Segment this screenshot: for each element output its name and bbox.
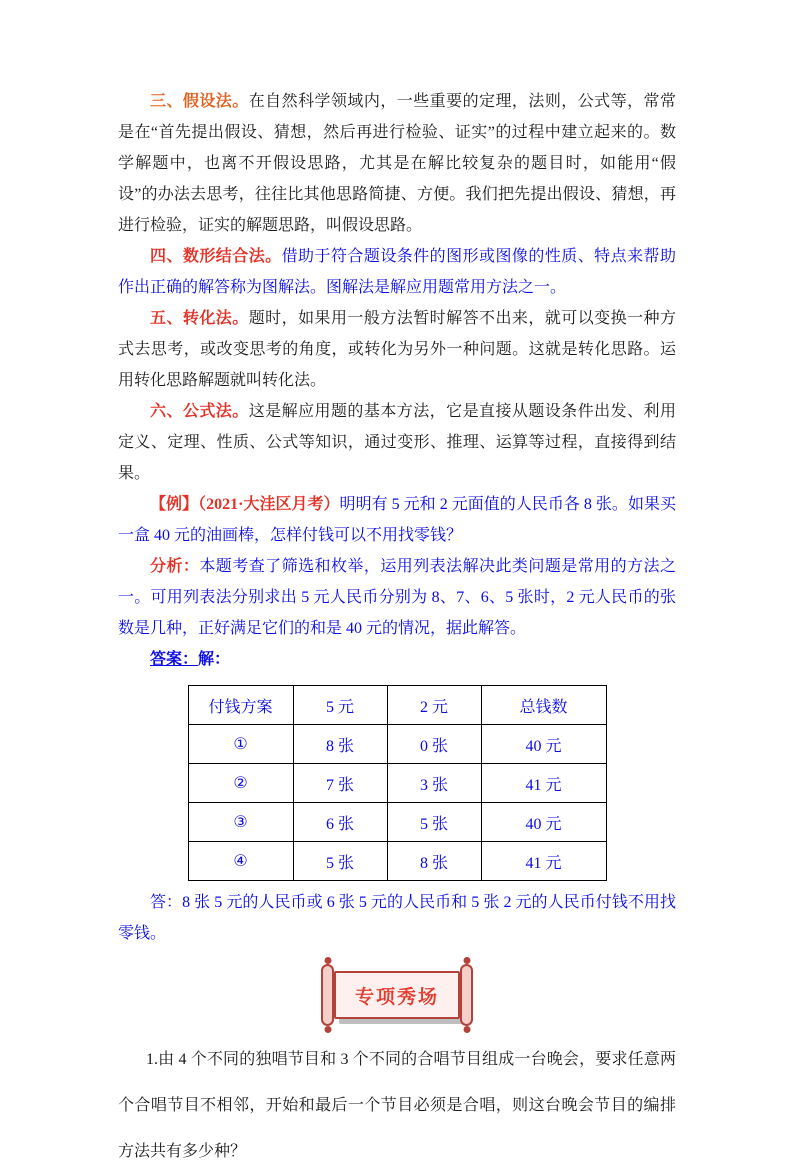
conclusion-paragraph: [118, 887, 676, 949]
payment-table-cell: ③: [188, 803, 293, 842]
payment-options-table: [188, 685, 607, 881]
payment-table-cell: 3 张: [387, 764, 481, 803]
method-paragraph-transformation: [118, 303, 676, 396]
answer-label: 答案：: [150, 651, 199, 668]
analysis-label: 分析：: [150, 558, 200, 575]
exercise-paragraph: [118, 1037, 676, 1175]
scroll-knob-icon: [324, 957, 331, 964]
banner-title: 专项秀场: [354, 986, 439, 1008]
payment-table-cell: 5 张: [293, 842, 387, 881]
payment-table-cell: ①: [188, 725, 293, 764]
exercise-text: 1.由 4 个不同的独唱节目和 3 个不同的合唱节目组成一台晚会，要求任意两个合唱节目不相邻，开始和最后一个节目必须是合唱，则这台晚会节目的编排方法共有多少种？: [118, 1051, 676, 1160]
payment-table-header-two-yuan: 2 元: [387, 686, 481, 725]
method-heading-formula: 六、公式法。: [150, 403, 249, 420]
payment-table-cell: 5 张: [387, 803, 481, 842]
payment-table-row-4: [188, 842, 606, 881]
scroll-roller-left-icon: [321, 964, 334, 1026]
method-heading-transformation: 五、转化法。: [150, 310, 249, 327]
scroll-roller-right-icon: [460, 964, 473, 1026]
payment-table-cell: 40 元: [481, 725, 606, 764]
method-heading-number-shape: 四、数形结合法。: [150, 248, 282, 265]
payment-table-cell: 7 张: [293, 764, 387, 803]
scroll-banner: [321, 967, 473, 1023]
example-paragraph: [118, 489, 676, 551]
payment-table-cell: ②: [188, 764, 293, 803]
conclusion-text: 答：8 张 5 元的人民币或 6 张 5 元的人民币和 5 张 2 元的人民币付钱不用找零钱。: [118, 894, 676, 942]
method-heading-hypothesis: 三、假设法。: [150, 93, 249, 110]
payment-table-header-total: 总钱数: [481, 686, 606, 725]
payment-table-row-2: [188, 764, 606, 803]
payment-table-cell: 8 张: [387, 842, 481, 881]
analysis-paragraph: [118, 551, 676, 644]
payment-table-cell: 8 张: [293, 725, 387, 764]
payment-table-cell: 0 张: [387, 725, 481, 764]
scroll-face: [334, 971, 460, 1019]
scroll-knob-icon: [463, 957, 470, 964]
method-paragraph-number-shape: [118, 241, 676, 303]
method-body-formula: 这是解应用题的基本方法，它是直接从题设条件出发、利用定义、定理、性质、公式等知识，通过变形、推理、运算等过程，直接得到结果。: [118, 403, 676, 482]
example-label: 【例】（2021·大洼区月考）: [150, 496, 340, 513]
payment-table-cell: 6 张: [293, 803, 387, 842]
payment-table-header-plan: 付钱方案: [188, 686, 293, 725]
payment-table-cell: ④: [188, 842, 293, 881]
answer-line: [118, 644, 676, 675]
analysis-text: 本题考查了筛选和枚举，运用列表法解决此类问题是常用的方法之一。可用列表法分别求出 5 元人民币分别为 8、7、6、5 张时，2 元人民币的张数是几种，正好满足它们的和是 40 元的情况，据此解答。: [118, 558, 676, 637]
payment-table-cell: 41 元: [481, 764, 606, 803]
example-text: 明明有 5 元和 2 元面值的人民币各 8 张。如果买一盒 40 元的油画棒，怎样付钱可以不用找零钱？: [118, 496, 676, 544]
banner-section: [118, 967, 676, 1023]
scroll-knob-icon: [324, 1026, 331, 1033]
payment-table-row-3: [188, 803, 606, 842]
payment-table-cell: 40 元: [481, 803, 606, 842]
payment-table-header-row: [188, 686, 606, 725]
method-paragraph-formula: [118, 396, 676, 489]
payment-table-row-1: [188, 725, 606, 764]
method-body-hypothesis: 在自然科学领域内，一些重要的定理，法则，公式等，常常是在“首先提出假设、猜想，然后再进行检验、证实”的过程中建立起来的。数学解题中，也离不开假设思路，尤其是在解比较复杂的题目时，如能用“假设”的办法去思考，往往比其他思路简捷、方便。我们把先提出假设、猜想，再进行检验，证实的解题思路，叫假设思路。: [118, 93, 676, 234]
scroll-knob-icon: [463, 1026, 470, 1033]
payment-table-cell: 41 元: [481, 842, 606, 881]
method-body-transformation: 题时，如果用一般方法暂时解答不出来，就可以变换一种方式去思考，或改变思考的角度，或转化为另外一种问题。这就是转化思路。运用转化思路解题就叫转化法。: [118, 310, 676, 389]
solution-label: 解：: [198, 651, 231, 668]
method-paragraph-hypothesis: [118, 86, 676, 241]
payment-table-header-five-yuan: 5 元: [293, 686, 387, 725]
method-body-number-shape: 借助于符合题设条件的图形或图像的性质、特点来帮助作出正确的解答称为图解法。图解法是解应用题常用方法之一。: [118, 248, 676, 296]
